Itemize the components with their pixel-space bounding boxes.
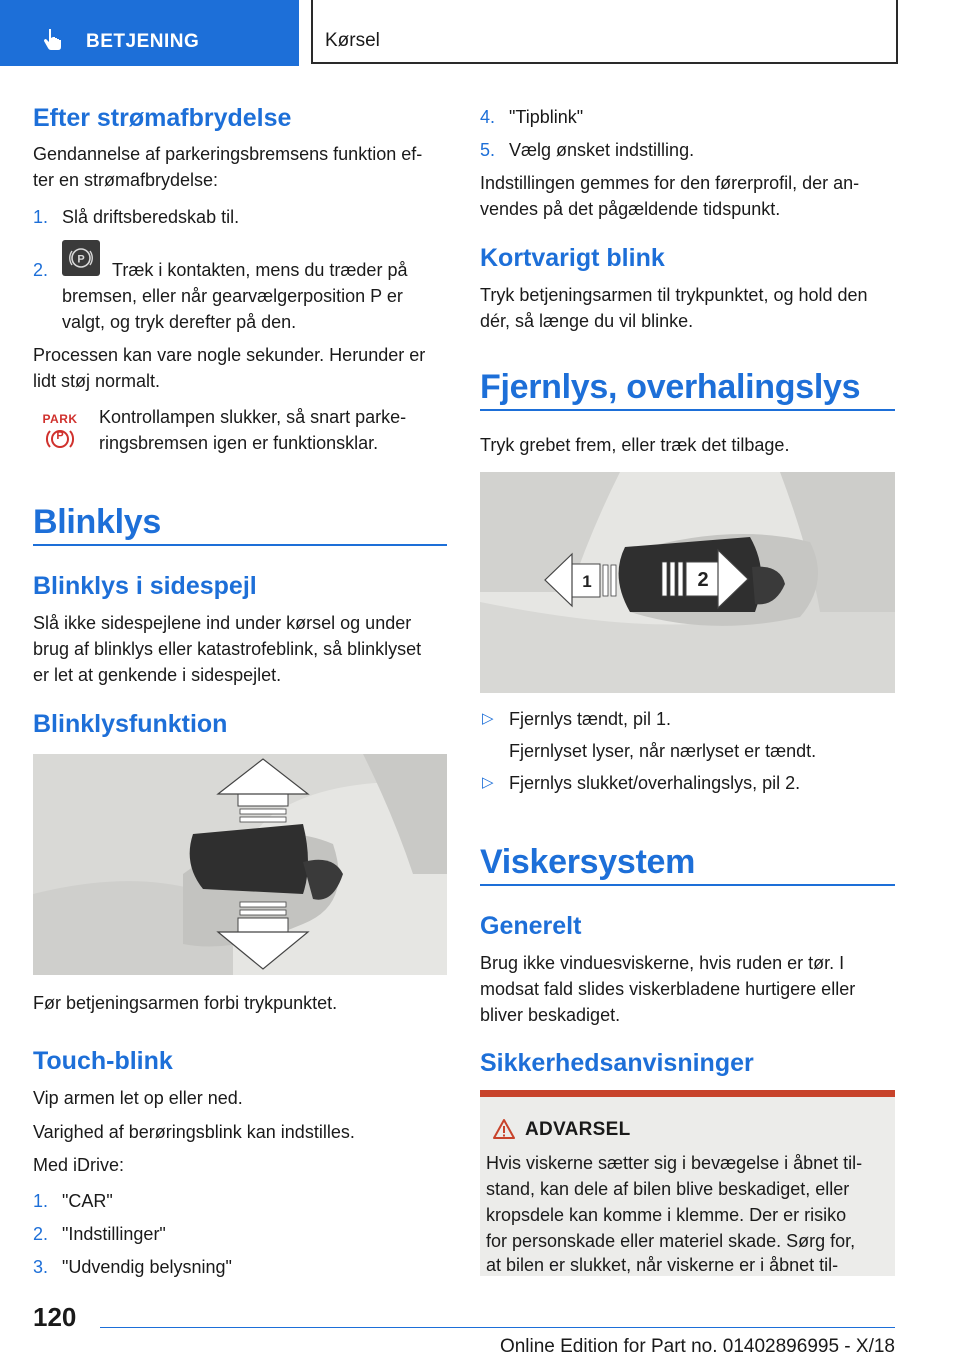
step-text: "Udvendig belysning" — [62, 1257, 232, 1277]
paragraph: Vip armen let op eller ned. — [33, 1088, 243, 1108]
section-title: Blinklysfunktion — [33, 710, 228, 738]
svg-text:P: P — [77, 253, 85, 266]
warning-bar — [480, 1090, 895, 1097]
title-rule — [480, 884, 895, 886]
chapter-title: Fjernlys, overhalingslys — [480, 368, 861, 406]
step-text: valgt, og tryk derefter på den. — [62, 312, 297, 332]
paragraph: vendes på det pågældende tidspunkt. — [480, 199, 781, 219]
bullet-triangle-icon: ▷ — [482, 710, 494, 727]
step-text: Træk i kontakten, mens du træder på — [112, 260, 408, 280]
section-title: Touch-blink — [33, 1047, 173, 1075]
paragraph: modsat fald slides viskerbladene hurtigere eller — [480, 979, 856, 999]
tab-label: BETJENING — [86, 31, 200, 52]
title-rule — [33, 544, 447, 546]
paragraph: brug af blinklys eller katastrofeblink, så blinklyset — [33, 639, 422, 659]
bullet-text: Fjernlys slukket/overhalingslys, pil 2. — [509, 773, 801, 793]
step-number: 3. — [33, 1257, 49, 1277]
warning-triangle-icon — [492, 1118, 516, 1145]
step-text: "CAR" — [62, 1191, 113, 1211]
section-title: Efter strømafbrydelse — [33, 104, 292, 132]
step-number: 4. — [480, 107, 496, 127]
step-number: 1. — [33, 207, 49, 227]
paragraph: bliver beskadiget. — [480, 1005, 621, 1025]
paragraph: Processen kan vare nogle sekunder. Herunder er — [33, 345, 426, 365]
edition-info: Online Edition for Part no. 01402896995 - X/18 — [499, 1336, 895, 1357]
step-text: Vælg ønsket indstilling. — [509, 140, 695, 160]
paragraph: Indstillingen gemmes for den førerprofil, der an- — [480, 173, 860, 193]
bullet-text: Fjernlys tændt, pil 1. — [509, 709, 672, 729]
warning-text: stand, kan dele af bilen blive beskadiget, eller — [486, 1179, 850, 1199]
warning-text: Hvis viskerne sætter sig i bevægelse i åbnet til- — [486, 1153, 863, 1173]
step-text: "Tipblink" — [509, 107, 584, 127]
tab-betjening[interactable] — [0, 0, 299, 66]
park-text: PARK — [42, 412, 78, 426]
warning-text: at bilen er slukket, når viskerne er i åbnet til- — [486, 1255, 839, 1275]
paragraph: Med iDrive: — [33, 1155, 125, 1175]
step-text: bremsen, eller når gearvælgerposition P er — [62, 286, 403, 306]
hand-pointer-icon — [40, 26, 66, 57]
arrow-1-label: 1 — [582, 572, 592, 591]
paragraph: Slå ikke sidespejlene ind under kørsel og under — [33, 613, 412, 633]
section-title: Kortvarigt blink — [480, 244, 665, 272]
warning-text: kropsdele kan komme i klemme. Der er risiko — [486, 1205, 847, 1225]
section-title: Generelt — [480, 912, 582, 940]
paragraph: er let at genkende i sidespejlet. — [33, 665, 282, 685]
bullet-subtext: Fjernlyset lyser, når nærlyset er tændt. — [509, 741, 817, 761]
paragraph: Tryk betjeningsarmen til trykpunktet, og hold den — [480, 285, 868, 305]
chapter-title: Blinklys — [33, 503, 161, 541]
step-number: 2. — [33, 260, 49, 280]
paragraph: Varighed af berøringsblink kan indstilles. — [33, 1122, 355, 1142]
paragraph: Gendannelse af parkeringsbremsens funktion ef- — [33, 144, 423, 164]
paragraph: lidt støj normalt. — [33, 371, 161, 391]
high-beam-lever-image — [480, 472, 895, 693]
paragraph: Kontrollampen slukker, så snart parke- — [99, 407, 407, 427]
step-text: "Indstillinger" — [62, 1224, 166, 1244]
warning-text: for personskade eller materiel skade. Sørg for, — [486, 1231, 856, 1251]
parking-brake-switch-icon — [62, 240, 100, 276]
warning-label: ADVARSEL — [525, 1119, 631, 1140]
turn-signal-lever-image — [33, 754, 447, 975]
footer-rule — [100, 1327, 895, 1328]
paragraph: ter en strømafbrydelse: — [33, 170, 219, 190]
page-header — [0, 0, 960, 66]
tab-korsel[interactable] — [311, 0, 898, 64]
park-warning-lamp-icon — [36, 412, 80, 456]
park-p: P — [56, 430, 64, 442]
paragraph: Tryk grebet frem, eller træk det tilbage. — [480, 435, 790, 455]
tab-label: Kørsel — [325, 30, 380, 51]
step-number: 1. — [33, 1191, 49, 1211]
arrow-2-label: 2 — [697, 569, 709, 591]
warning-box — [480, 1090, 895, 1276]
image-caption: Før betjeningsarmen forbi trykpunktet. — [33, 993, 338, 1013]
step-number: 5. — [480, 140, 496, 160]
section-title: Blinklys i sidespejl — [33, 572, 257, 600]
section-title: Sikkerhedsanvisninger — [480, 1049, 754, 1077]
bullet-triangle-icon: ▷ — [482, 774, 494, 791]
title-rule — [480, 409, 895, 411]
paragraph: Brug ikke vinduesviskerne, hvis ruden er tør. I — [480, 953, 845, 973]
chapter-title: Viskersystem — [480, 843, 696, 881]
paragraph: dér, så længe du vil blinke. — [480, 311, 694, 331]
step-number: 2. — [33, 1224, 49, 1244]
page-number: 120 — [33, 1302, 77, 1332]
paragraph: ringsbremsen igen er funktionsklar. — [99, 433, 379, 453]
step-text: Slå driftsberedskab til. — [62, 207, 240, 227]
